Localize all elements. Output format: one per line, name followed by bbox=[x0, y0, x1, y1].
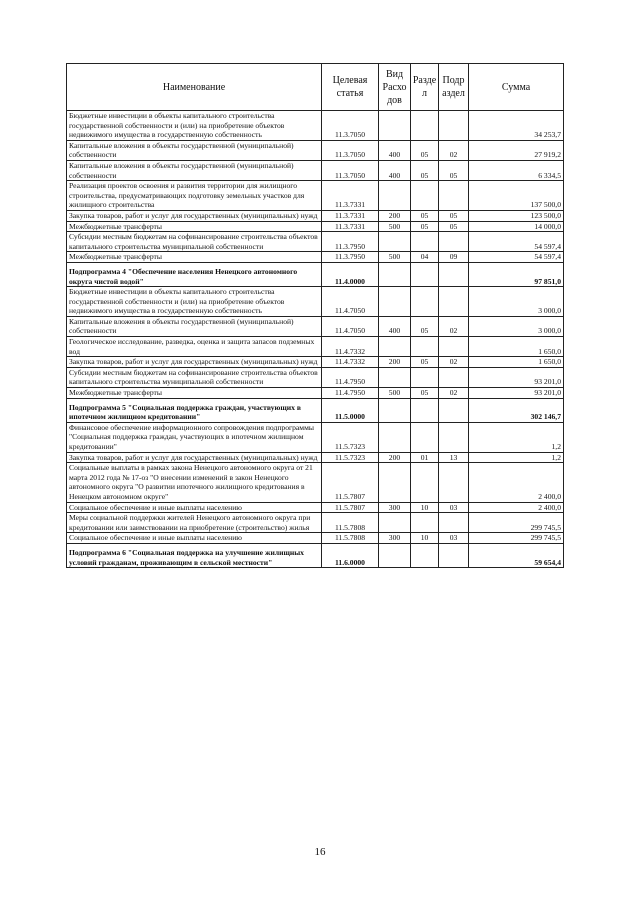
cell-article: 11.5.7807 bbox=[322, 502, 379, 513]
cell-section: 05 bbox=[411, 140, 439, 160]
cell-amount: 97 851,0 bbox=[469, 262, 564, 286]
cell-article: 11.3.7331 bbox=[322, 221, 379, 232]
cell-amount: 27 919,2 bbox=[469, 140, 564, 160]
cell-name: Субсидии местным бюджетам на софинансирование строительства объектов капитального строительства муниципальной собственности bbox=[67, 367, 322, 387]
cell-name: Подпрограмма 6 "Социальная поддержка на улучшение жилищных условий гражданам, проживающим в сельской местности" bbox=[67, 543, 322, 567]
cell-name: Социальные выплаты в рамках закона Ненецкого автономного округа от 21 марта 2012 года № 17-оз "О внесении изменений в закон Ненецкого автономного округа "О развитии ипотечного жилищного кредитования в Ненецком автономном округе" bbox=[67, 463, 322, 502]
cell-section bbox=[411, 287, 439, 317]
cell-article: 11.6.0000 bbox=[322, 543, 379, 567]
page-number: 16 bbox=[314, 846, 326, 858]
cell-amount: 1 650,0 bbox=[469, 337, 564, 357]
cell-article: 11.3.7950 bbox=[322, 232, 379, 252]
cell-subsection bbox=[439, 181, 469, 211]
table-row bbox=[67, 388, 564, 399]
cell-name: Субсидии местным бюджетам на софинансирование строительства объектов капитального строительства муниципальной собственности bbox=[67, 232, 322, 252]
cell-article: 11.4.7950 bbox=[322, 388, 379, 399]
cell-subsection: 09 bbox=[439, 252, 469, 263]
table-row bbox=[67, 221, 564, 232]
cell-article: 11.3.7950 bbox=[322, 252, 379, 263]
table-row bbox=[67, 533, 564, 544]
cell-expense-type: 500 bbox=[379, 388, 411, 399]
cell-section bbox=[411, 181, 439, 211]
cell-amount: 34 253,7 bbox=[469, 111, 564, 141]
cell-subsection: 03 bbox=[439, 533, 469, 544]
cell-article: 11.4.7050 bbox=[322, 316, 379, 336]
cell-article: 11.5.7323 bbox=[322, 422, 379, 452]
table-row bbox=[67, 160, 564, 180]
subprogram-row bbox=[67, 543, 564, 567]
cell-subsection: 05 bbox=[439, 210, 469, 221]
cell-subsection: 02 bbox=[439, 140, 469, 160]
table-row bbox=[67, 367, 564, 387]
budget-table bbox=[66, 63, 564, 568]
cell-article: 11.4.7050 bbox=[322, 287, 379, 317]
cell-name: Подпрограмма 4 "Обеспечение населения Ненецкого автономного округа чистой водой" bbox=[67, 262, 322, 286]
cell-section: 05 bbox=[411, 221, 439, 232]
table-row bbox=[67, 452, 564, 463]
cell-amount: 54 597,4 bbox=[469, 232, 564, 252]
cell-expense-type: 200 bbox=[379, 452, 411, 463]
table-row bbox=[67, 287, 564, 317]
cell-section: 05 bbox=[411, 160, 439, 180]
table-body bbox=[67, 111, 564, 568]
cell-amount: 3 000,0 bbox=[469, 287, 564, 317]
cell-article: 11.4.7332 bbox=[322, 337, 379, 357]
cell-name: Капитальные вложения в объекты государственной (муниципальной) собственности bbox=[67, 140, 322, 160]
cell-expense-type: 500 bbox=[379, 252, 411, 263]
cell-name: Меры социальной поддержки жителей Ненецкого автономного округа при кредитовании или заимствовании на приобретение (строительство) жилья bbox=[67, 513, 322, 533]
table-row bbox=[67, 357, 564, 368]
cell-subsection: 13 bbox=[439, 452, 469, 463]
cell-name: Межбюджетные трансферты bbox=[67, 252, 322, 263]
cell-article: 11.3.7050 bbox=[322, 140, 379, 160]
cell-expense-type bbox=[379, 422, 411, 452]
cell-section: 04 bbox=[411, 252, 439, 263]
cell-amount: 1,2 bbox=[469, 452, 564, 463]
cell-subsection: 05 bbox=[439, 221, 469, 232]
table-row bbox=[67, 422, 564, 452]
header-expense-type: Вид Расхо дов bbox=[379, 64, 411, 111]
cell-amount: 137 500,0 bbox=[469, 181, 564, 211]
cell-section bbox=[411, 262, 439, 286]
cell-name: Финансовое обеспечение информационного сопровождения подпрограммы "Социальная поддержка граждан, участвующих в ипотечном жилищном кредитовании" bbox=[67, 422, 322, 452]
header-subsection: Подр аздел bbox=[439, 64, 469, 111]
cell-section: 01 bbox=[411, 452, 439, 463]
cell-article: 11.3.7331 bbox=[322, 181, 379, 211]
cell-subsection bbox=[439, 513, 469, 533]
cell-section bbox=[411, 513, 439, 533]
cell-article: 11.3.7050 bbox=[322, 160, 379, 180]
table-row bbox=[67, 337, 564, 357]
cell-section: 10 bbox=[411, 502, 439, 513]
cell-amount: 2 400,0 bbox=[469, 502, 564, 513]
cell-section bbox=[411, 111, 439, 141]
cell-section: 05 bbox=[411, 210, 439, 221]
cell-name: Межбюджетные трансферты bbox=[67, 221, 322, 232]
cell-subsection: 05 bbox=[439, 160, 469, 180]
table-row bbox=[67, 210, 564, 221]
cell-subsection: 03 bbox=[439, 502, 469, 513]
cell-amount: 299 745,5 bbox=[469, 513, 564, 533]
cell-article: 11.3.7331 bbox=[322, 210, 379, 221]
cell-article: 11.4.7950 bbox=[322, 367, 379, 387]
cell-section bbox=[411, 422, 439, 452]
cell-name: Реализация проектов освоения и развития территории для жилищного строительства, предусматривающих подготовку земельных участков для жилищного строительства bbox=[67, 181, 322, 211]
cell-subsection: 02 bbox=[439, 316, 469, 336]
cell-expense-type bbox=[379, 367, 411, 387]
subprogram-row bbox=[67, 398, 564, 422]
cell-subsection bbox=[439, 232, 469, 252]
cell-amount: 123 500,0 bbox=[469, 210, 564, 221]
cell-expense-type: 400 bbox=[379, 160, 411, 180]
cell-subsection bbox=[439, 287, 469, 317]
table-row bbox=[67, 140, 564, 160]
cell-expense-type bbox=[379, 513, 411, 533]
table-row bbox=[67, 513, 564, 533]
cell-subsection bbox=[439, 398, 469, 422]
cell-name: Социальное обеспечение и иные выплаты населению bbox=[67, 533, 322, 544]
table-header-row bbox=[67, 64, 564, 111]
cell-subsection bbox=[439, 367, 469, 387]
cell-name: Закупка товаров, работ и услуг для государственных (муниципальных) нужд bbox=[67, 452, 322, 463]
table-row bbox=[67, 232, 564, 252]
cell-amount: 93 201,0 bbox=[469, 367, 564, 387]
cell-article: 11.5.7808 bbox=[322, 513, 379, 533]
cell-expense-type: 500 bbox=[379, 221, 411, 232]
cell-expense-type bbox=[379, 543, 411, 567]
cell-article: 11.3.7050 bbox=[322, 111, 379, 141]
cell-name: Бюджетные инвестиции в объекты капитального строительства государственной собственности и (или) на приобретение объектов недвижимого имущества в государственную собственность bbox=[67, 287, 322, 317]
cell-amount: 302 146,7 bbox=[469, 398, 564, 422]
cell-expense-type bbox=[379, 337, 411, 357]
cell-expense-type: 200 bbox=[379, 357, 411, 368]
cell-section bbox=[411, 232, 439, 252]
table-row bbox=[67, 316, 564, 336]
cell-amount: 2 400,0 bbox=[469, 463, 564, 502]
cell-subsection bbox=[439, 463, 469, 502]
cell-amount: 1,2 bbox=[469, 422, 564, 452]
cell-expense-type bbox=[379, 111, 411, 141]
cell-name: Межбюджетные трансферты bbox=[67, 388, 322, 399]
cell-section bbox=[411, 463, 439, 502]
cell-name: Закупка товаров, работ и услуг для государственных (муниципальных) нужд bbox=[67, 210, 322, 221]
header-amount: Сумма bbox=[469, 64, 564, 111]
cell-article: 11.4.0000 bbox=[322, 262, 379, 286]
cell-expense-type bbox=[379, 463, 411, 502]
cell-section bbox=[411, 543, 439, 567]
cell-name: Подпрограмма 5 "Социальная поддержка граждан, участвующих в ипотечном жилищном кредитовании" bbox=[67, 398, 322, 422]
cell-section: 05 bbox=[411, 357, 439, 368]
cell-amount: 6 334,5 bbox=[469, 160, 564, 180]
cell-article: 11.4.7332 bbox=[322, 357, 379, 368]
header-name: Наименование bbox=[67, 64, 322, 111]
cell-name: Социальное обеспечение и иные выплаты населению bbox=[67, 502, 322, 513]
cell-article: 11.5.7323 bbox=[322, 452, 379, 463]
cell-expense-type bbox=[379, 181, 411, 211]
cell-amount: 1 650,0 bbox=[469, 357, 564, 368]
cell-expense-type bbox=[379, 232, 411, 252]
cell-expense-type bbox=[379, 287, 411, 317]
cell-subsection: 02 bbox=[439, 388, 469, 399]
cell-section bbox=[411, 337, 439, 357]
cell-name: Геологическое исследование, разведка, оценка и защита запасов подземных вод bbox=[67, 337, 322, 357]
cell-section: 10 bbox=[411, 533, 439, 544]
cell-expense-type: 400 bbox=[379, 316, 411, 336]
header-section: Разде л bbox=[411, 64, 439, 111]
cell-amount: 14 000,0 bbox=[469, 221, 564, 232]
cell-amount: 299 745,5 bbox=[469, 533, 564, 544]
table-row bbox=[67, 463, 564, 502]
cell-amount: 59 654,4 bbox=[469, 543, 564, 567]
cell-name: Капитальные вложения в объекты государственной (муниципальной) собственности bbox=[67, 160, 322, 180]
cell-subsection bbox=[439, 262, 469, 286]
cell-subsection bbox=[439, 111, 469, 141]
cell-expense-type: 200 bbox=[379, 210, 411, 221]
cell-expense-type: 300 bbox=[379, 533, 411, 544]
cell-subsection bbox=[439, 543, 469, 567]
cell-amount: 93 201,0 bbox=[469, 388, 564, 399]
cell-subsection bbox=[439, 337, 469, 357]
table-row bbox=[67, 111, 564, 141]
cell-name: Бюджетные инвестиции в объекты капитального строительства государственной собственности и (или) на приобретение объектов недвижимого имущества в государственную собственность bbox=[67, 111, 322, 141]
cell-subsection bbox=[439, 422, 469, 452]
cell-name: Капитальные вложения в объекты государственной (муниципальной) собственности bbox=[67, 316, 322, 336]
cell-subsection: 02 bbox=[439, 357, 469, 368]
cell-section bbox=[411, 398, 439, 422]
table-row bbox=[67, 181, 564, 211]
subprogram-row bbox=[67, 262, 564, 286]
cell-expense-type bbox=[379, 398, 411, 422]
table-row bbox=[67, 502, 564, 513]
cell-section: 05 bbox=[411, 316, 439, 336]
header-article: Целевая статья bbox=[322, 64, 379, 111]
cell-name: Закупка товаров, работ и услуг для государственных (муниципальных) нужд bbox=[67, 357, 322, 368]
cell-amount: 3 000,0 bbox=[469, 316, 564, 336]
cell-article: 11.5.7807 bbox=[322, 463, 379, 502]
table-row bbox=[67, 252, 564, 263]
cell-amount: 54 597,4 bbox=[469, 252, 564, 263]
cell-section: 05 bbox=[411, 388, 439, 399]
cell-section bbox=[411, 367, 439, 387]
cell-expense-type: 400 bbox=[379, 140, 411, 160]
cell-article: 11.5.0000 bbox=[322, 398, 379, 422]
cell-article: 11.5.7808 bbox=[322, 533, 379, 544]
cell-expense-type bbox=[379, 262, 411, 286]
cell-expense-type: 300 bbox=[379, 502, 411, 513]
